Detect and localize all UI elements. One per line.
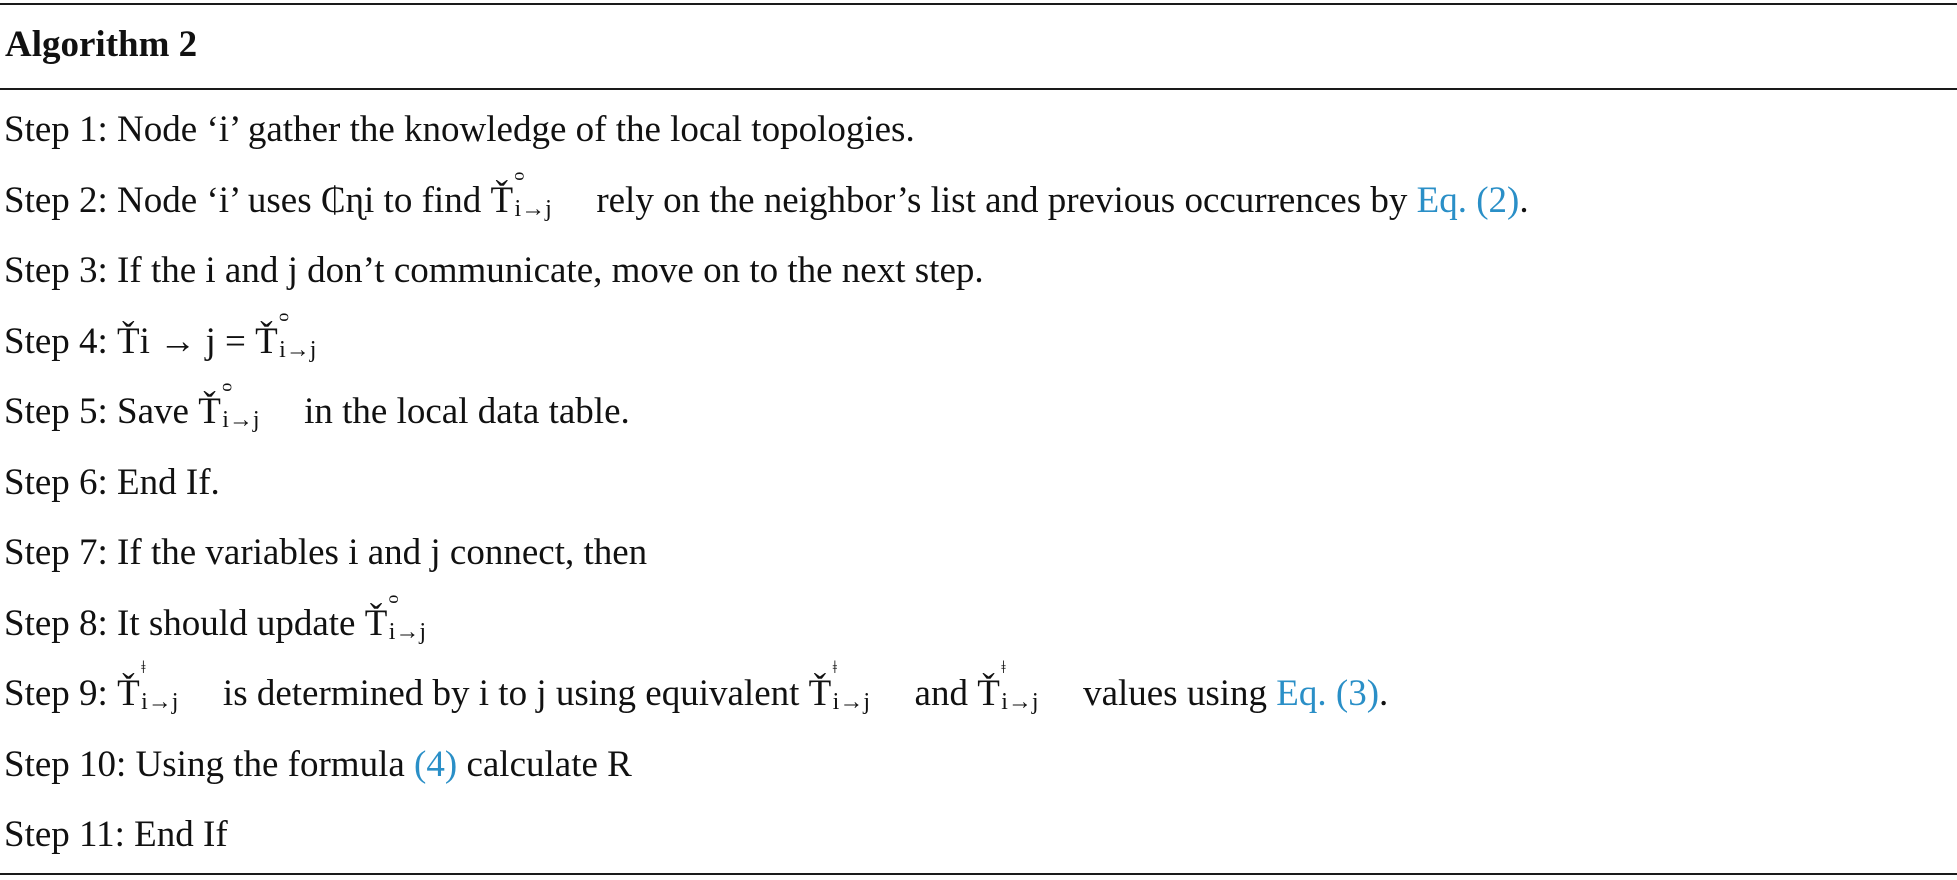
step-3 — [4, 245, 1529, 316]
step-text: Step 11: End If — [4, 814, 228, 855]
trust-symbol: Ť ᴑ i→j — [490, 163, 552, 222]
equation-link[interactable]: Eq. (2) — [1416, 179, 1520, 221]
step-text: is determined by i to j using equivalent — [213, 673, 809, 714]
step-text: Step 9: — [4, 673, 118, 714]
step-6 — [4, 457, 1529, 528]
equation-link[interactable]: (4) — [414, 743, 458, 785]
step-10 — [4, 739, 1529, 810]
step-text: Step 4: Ťi → j = — [4, 320, 256, 362]
bottom-rule — [0, 873, 1957, 875]
trust-symbol-dagger: Ť ǂ i→j — [808, 657, 870, 715]
step-text: in the local data table. — [294, 391, 630, 432]
trust-symbol: Ť ᴑ i→j — [255, 304, 317, 363]
step-text: Step 10: Using the formula — [4, 743, 415, 785]
algorithm-title: Algorithm 2 — [5, 24, 198, 65]
step-text: Step 2: Node ‘i’ uses ₵ɳi to find — [4, 179, 491, 221]
step-4 — [4, 304, 1529, 387]
trust-symbol-dagger: Ť ǂ i→j — [117, 657, 179, 715]
top-rule — [0, 3, 1957, 5]
step-5 — [4, 375, 1529, 457]
step-text: and — [905, 673, 978, 714]
step-text: rely on the neighbor’s list and previous occurrences by — [587, 179, 1417, 221]
step-text: values using — [1073, 673, 1277, 714]
trust-symbol: Ť ᴑ i→j — [198, 375, 260, 433]
header-rule — [0, 88, 1957, 90]
step-text: calculate R — [457, 743, 632, 785]
step-7 — [4, 527, 1529, 598]
step-text: Step 1: Node ‘i’ gather the knowledge of the local topologies. — [4, 109, 915, 150]
trust-symbol: Ť ᴑ i→j — [364, 586, 427, 645]
step-11 — [4, 809, 1529, 880]
step-1 — [4, 104, 1529, 175]
step-text: Step 3: If the i and j don’t communicate, move on to the next step. — [4, 250, 984, 291]
step-2: Step 2: Node ‘i’ uses ₵ɳi to find Ť ᴑ i→j rely on the neighbor’s list and previous occurrences by Eq. (2). — [4, 175, 1529, 246]
step-text: Step 6: End If. — [4, 461, 220, 503]
equation-link[interactable]: Eq. (3) — [1276, 673, 1380, 714]
step-text: Step 8: It should update — [4, 602, 365, 644]
step-text: Step 5: Save — [4, 391, 199, 432]
step-text: Step 7: If the variables i and j connect, then — [4, 532, 648, 573]
trust-symbol-dagger: Ť ǂ i→j — [977, 657, 1039, 715]
step-list — [4, 104, 1529, 880]
step-9: Step 9: Ť ǂ i→j is determined by i to j using equivalent Ť ǂ i→j and Ť ǂ i→j values using Eq. (3). — [4, 668, 1529, 739]
step-8 — [4, 586, 1529, 669]
